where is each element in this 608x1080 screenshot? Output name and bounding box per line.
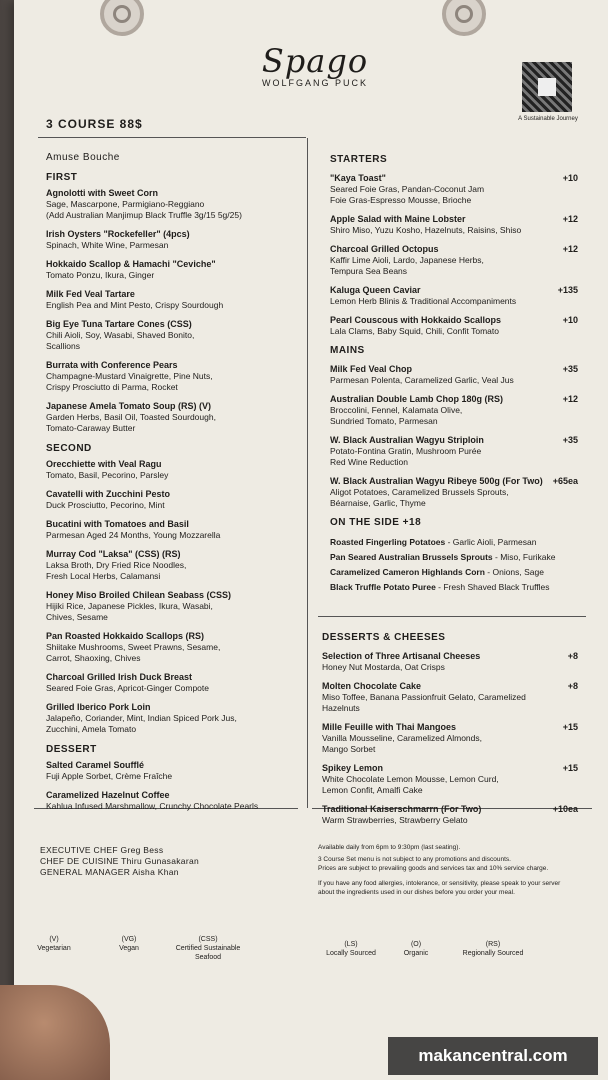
column-divider xyxy=(307,138,308,808)
menu-item xyxy=(330,244,578,277)
menu-item xyxy=(46,319,304,352)
item-price: +15 xyxy=(562,722,578,732)
menu-item xyxy=(46,549,304,582)
spago-logo xyxy=(240,42,390,88)
item-description: Tempura Sea Beans xyxy=(330,266,408,276)
item-name: Cavatelli with Zucchini Pesto xyxy=(46,489,171,499)
section-on-the-side: ON THE SIDE +18 xyxy=(330,517,422,528)
side-name: Roasted Fingerling Potatoes xyxy=(330,537,446,547)
item-description: Sundried Tomato, Parmesan xyxy=(330,416,438,426)
legend-entry xyxy=(320,940,382,958)
side-description: - Fresh Shaved Black Truffles xyxy=(435,582,550,592)
legend-label: Vegan xyxy=(119,945,139,952)
right-column-desserts xyxy=(322,632,578,834)
item-description: Tomato-Caraway Butter xyxy=(46,423,136,433)
item-description: Chives, Sesame xyxy=(46,612,108,622)
item-description: Fresh Local Herbs, Calamansi xyxy=(46,571,161,581)
item-name: W. Black Australian Wagyu Striploin xyxy=(330,435,484,445)
item-name: Grilled Iberico Pork Loin xyxy=(46,702,151,712)
item-description: Scallions xyxy=(46,341,81,351)
item-name: Australian Double Lamb Chop 180g (RS) xyxy=(330,394,504,404)
menu-item xyxy=(46,760,304,782)
item-description: Foie Gras-Espresso Mousse, Brioche xyxy=(330,195,472,205)
menu-item xyxy=(46,489,304,511)
legend-code: (LS) xyxy=(344,941,358,948)
item-description: Carrot, Shaoxing, Chives xyxy=(46,653,141,663)
item-description: Jalapeño, Coriander, Mint, Indian Spiced Pork Jus, xyxy=(46,713,237,723)
item-price: +12 xyxy=(562,394,578,404)
legend-code: (O) xyxy=(410,941,422,948)
section-second: SECOND xyxy=(46,443,92,454)
item-description: Mango Sorbet xyxy=(322,744,376,754)
item-description: Broccolini, Fennel, Kalamata Olive, xyxy=(330,405,463,415)
item-description: Red Wine Reduction xyxy=(330,457,408,467)
item-name: Bucatini with Tomatoes and Basil xyxy=(46,519,189,529)
legend-label: Locally Sourced xyxy=(326,950,376,957)
menu-item xyxy=(46,702,304,735)
item-price: +10 xyxy=(562,173,578,183)
legend-label: Vegetarian xyxy=(37,945,71,952)
logo-script: Spago xyxy=(261,42,369,80)
item-description: Hijiki Rice, Japanese Pickles, Ikura, Wasabi, xyxy=(46,601,213,611)
item-name: Charcoal Grilled Octopus xyxy=(330,244,439,254)
item-description: Hazelnuts xyxy=(322,703,360,713)
item-name: Selection of Three Artisanal Cheeses xyxy=(322,651,481,661)
side-name: Caramelized Cameron Highlands Corn xyxy=(330,567,485,577)
qr-caption: A Sustainable Journey xyxy=(518,116,578,122)
item-description: Crispy Prosciutto di Parma, Rocket xyxy=(46,382,178,392)
legend-label: Certified Sustainable Seafood xyxy=(175,945,241,961)
item-description: Parmesan Polenta, Caramelized Garlic, Veal Jus xyxy=(330,375,514,385)
item-description: Miso Toffee, Banana Passionfruit Gelato, Caramelized xyxy=(322,692,526,702)
note-prices: Prices are subject to prevailing goods and services tax and 10% service charge. xyxy=(318,865,549,872)
menu-item xyxy=(330,173,578,206)
item-description: White Chocolate Lemon Mousse, Lemon Curd, xyxy=(322,774,499,784)
item-description: Lala Clams, Baby Squid, Chili, Confit Tomato xyxy=(330,326,499,336)
section-first: FIRST xyxy=(46,172,78,183)
legend-code: (V) xyxy=(49,936,59,943)
item-name: Milk Fed Veal Tartare xyxy=(46,289,135,299)
item-price: +65ea xyxy=(552,476,578,486)
item-name: Honey Miso Broiled Chilean Seabass (CSS) xyxy=(46,590,232,600)
item-description: Potato-Fontina Gratin, Mushroom Purée xyxy=(330,446,482,456)
item-name: Milk Fed Veal Chop xyxy=(330,364,413,374)
menu-item xyxy=(46,188,304,221)
item-price: +35 xyxy=(562,435,578,445)
item-description: Shiro Miso, Yuzu Kosho, Hazelnuts, Raisins, Shiso xyxy=(330,225,522,235)
divider xyxy=(318,616,586,617)
legend-entry xyxy=(396,940,436,958)
item-price: +135 xyxy=(557,285,578,295)
section-desserts-cheeses: DESSERTS & CHEESES xyxy=(322,632,446,643)
item-price: +8 xyxy=(567,681,578,691)
item-name: W. Black Australian Wagyu Ribeye 500g (For Two) xyxy=(330,476,543,486)
menu-item xyxy=(46,289,304,311)
item-description: Champagne-Mustard Vinaigrette, Pine Nuts, xyxy=(46,371,213,381)
item-name: Pan Roasted Hokkaido Scallops (RS) xyxy=(46,631,205,641)
menu-item xyxy=(330,364,578,386)
amuse-bouche: Amuse Bouche xyxy=(46,152,120,163)
item-name: Traditional Kaiserschmarrn (For Two) xyxy=(322,804,482,814)
item-name: Big Eye Tuna Tartare Cones (CSS) xyxy=(46,319,192,329)
item-description: Tomato Ponzu, Ikura, Ginger xyxy=(46,270,155,280)
item-name: Spikey Lemon xyxy=(322,763,384,773)
watermark: makancentral.com xyxy=(388,1037,598,1075)
item-name: Mille Feuille with Thai Mangoes xyxy=(322,722,457,732)
menu-item xyxy=(330,285,578,307)
menu-item xyxy=(330,435,578,468)
menu-item xyxy=(330,394,578,427)
menu-item xyxy=(330,214,578,236)
item-name: Apple Salad with Maine Lobster xyxy=(330,214,466,224)
menu-item xyxy=(46,631,304,664)
legend-label: Organic xyxy=(403,950,429,957)
item-description: Fuji Apple Sorbet, Crème Fraîche xyxy=(46,771,173,781)
menu-item xyxy=(46,360,304,393)
side-name: Black Truffle Potato Puree xyxy=(330,582,436,592)
menu-item xyxy=(330,315,578,337)
item-price: +10 xyxy=(562,315,578,325)
item-name: Pearl Couscous with Hokkaido Scallops xyxy=(330,315,502,325)
divider xyxy=(38,137,306,138)
item-description: Laksa Broth, Dry Fried Rice Noodles, xyxy=(46,560,187,570)
executive-chef: EXECUTIVE CHEF Greg Bess xyxy=(40,845,164,855)
side-description: - Miso, Furikake xyxy=(492,552,556,562)
item-description: Lemon Confit, Amalfi Cake xyxy=(322,785,423,795)
item-name: Irish Oysters "Rockefeller" (4pcs) xyxy=(46,229,190,239)
legend-code: (RS) xyxy=(485,941,501,948)
item-description: Aligot Potatoes, Caramelized Brussels Sprouts, xyxy=(330,487,509,497)
item-description: Parmesan Aged 24 Months, Young Mozzarella xyxy=(46,530,221,540)
item-description: Duck Prosciutto, Pecorino, Mint xyxy=(46,500,165,510)
right-column xyxy=(330,154,578,597)
item-price: +15 xyxy=(562,763,578,773)
legend-entry xyxy=(172,935,244,962)
qr-code-icon xyxy=(522,62,572,112)
legend-entry xyxy=(104,935,154,953)
menu-item xyxy=(46,590,304,623)
staff-credits xyxy=(40,845,199,878)
item-name: Molten Chocolate Cake xyxy=(322,681,422,691)
item-description: Seared Foie Gras, Pandan-Coconut Jam xyxy=(330,184,485,194)
item-name: Orecchiette with Veal Ragu xyxy=(46,459,162,469)
logo-subtitle: WOLFGANG PUCK xyxy=(261,78,368,88)
side-item xyxy=(330,537,578,548)
note-allergies: If you have any food allergies, intolerance, or sensitivity, please speak to your server about the ingredients used in our dishes before you order your meal. xyxy=(318,880,561,896)
item-description: Shiitake Mushrooms, Sweet Prawns, Sesame, xyxy=(46,642,221,652)
section-dessert: DESSERT xyxy=(46,744,97,755)
item-description: English Pea and Mint Pesto, Crispy Sourdough xyxy=(46,300,224,310)
item-name: Agnolotti with Sweet Corn xyxy=(46,188,158,198)
item-description: Lemon Herb Blinis & Traditional Accompaniments xyxy=(330,296,517,306)
legend-entry xyxy=(458,940,528,958)
item-description: Seared Foie Gras, Apricot-Ginger Compote xyxy=(46,683,209,693)
side-item xyxy=(330,582,578,593)
menu-item xyxy=(322,722,578,755)
menu-item xyxy=(330,476,578,509)
item-name: Kaluga Queen Caviar xyxy=(330,285,421,295)
menu-item xyxy=(46,790,304,812)
legend-entry xyxy=(28,935,80,953)
menu-item xyxy=(46,259,304,281)
menu-item xyxy=(322,681,578,714)
general-manager: GENERAL MANAGER Aisha Khan xyxy=(40,867,179,877)
menu-item xyxy=(46,672,304,694)
item-description: Kaffir Lime Aioli, Lardo, Japanese Herbs, xyxy=(330,255,484,265)
item-price: +35 xyxy=(562,364,578,374)
section-mains: MAINS xyxy=(330,345,365,356)
menu-item xyxy=(46,459,304,481)
item-description: Béarnaise, Garlic, Thyme xyxy=(330,498,426,508)
side-name: Pan Seared Australian Brussels Sprouts xyxy=(330,552,493,562)
item-price: +12 xyxy=(562,244,578,254)
menu-item xyxy=(46,229,304,251)
menu-item xyxy=(46,401,304,434)
item-name: Japanese Amela Tomato Soup (RS) (V) xyxy=(46,401,212,411)
section-starters: STARTERS xyxy=(330,154,388,165)
item-name: Caramelized Hazelnut Coffee xyxy=(46,790,170,800)
item-name: Salted Caramel Soufflé xyxy=(46,760,145,770)
legend-code: (VG) xyxy=(121,936,137,943)
item-description: Honey Nut Mostarda, Oat Crisps xyxy=(322,662,445,672)
item-name: "Kaya Toast" xyxy=(330,173,386,183)
menu-notes xyxy=(318,843,578,897)
item-description: Sage, Mascarpone, Parmigiano-Reggiano xyxy=(46,199,205,209)
legend-code: (CSS) xyxy=(198,936,218,943)
item-description: Zucchini, Amela Tomato xyxy=(46,724,137,734)
left-column xyxy=(46,152,304,820)
note-promotions: 3 Course Set menu is not subject to any promotions and discounts. xyxy=(318,856,511,863)
menu-item xyxy=(322,651,578,673)
menu-item xyxy=(322,804,578,826)
menu-item xyxy=(46,519,304,541)
course-price-title: 3 COURSE 88$ xyxy=(46,117,143,131)
note-availability: Available daily from 6pm to 9:30pm (last seating). xyxy=(318,844,461,851)
chef-de-cuisine: CHEF DE CUISINE Thiru Gunasakaran xyxy=(40,856,200,866)
item-price: +12 xyxy=(562,214,578,224)
item-description: Spinach, White Wine, Parmesan xyxy=(46,240,169,250)
item-description: (Add Australian Manjimup Black Truffle 3g/15 5g/25) xyxy=(46,210,242,220)
item-name: Burrata with Conference Pears xyxy=(46,360,178,370)
side-description: - Onions, Sage xyxy=(484,567,544,577)
legend-label: Regionally Sourced xyxy=(462,950,524,957)
item-description: Vanilla Mousseline, Caramelized Almonds, xyxy=(322,733,483,743)
item-description: Warm Strawberries, Strawberry Gelato xyxy=(322,815,468,825)
item-name: Hokkaido Scallop & Hamachi "Ceviche" xyxy=(46,259,216,269)
item-description: Garden Herbs, Basil Oil, Toasted Sourdough, xyxy=(46,412,216,422)
item-name: Murray Cod "Laksa" (CSS) (RS) xyxy=(46,549,181,559)
menu-item xyxy=(322,763,578,796)
item-description: Chili Aioli, Soy, Wasabi, Shaved Bonito, xyxy=(46,330,195,340)
item-price: +8 xyxy=(567,651,578,661)
item-price: +10ea xyxy=(552,804,578,814)
item-description: Kahlua Infused Marshmallow, Crunchy Chocolate Pearls xyxy=(46,801,259,811)
side-item xyxy=(330,552,578,563)
item-name: Charcoal Grilled Irish Duck Breast xyxy=(46,672,193,682)
side-description: - Garlic Aioli, Parmesan xyxy=(445,537,537,547)
item-description: Tomato, Basil, Pecorino, Parsley xyxy=(46,470,169,480)
side-item xyxy=(330,567,578,578)
